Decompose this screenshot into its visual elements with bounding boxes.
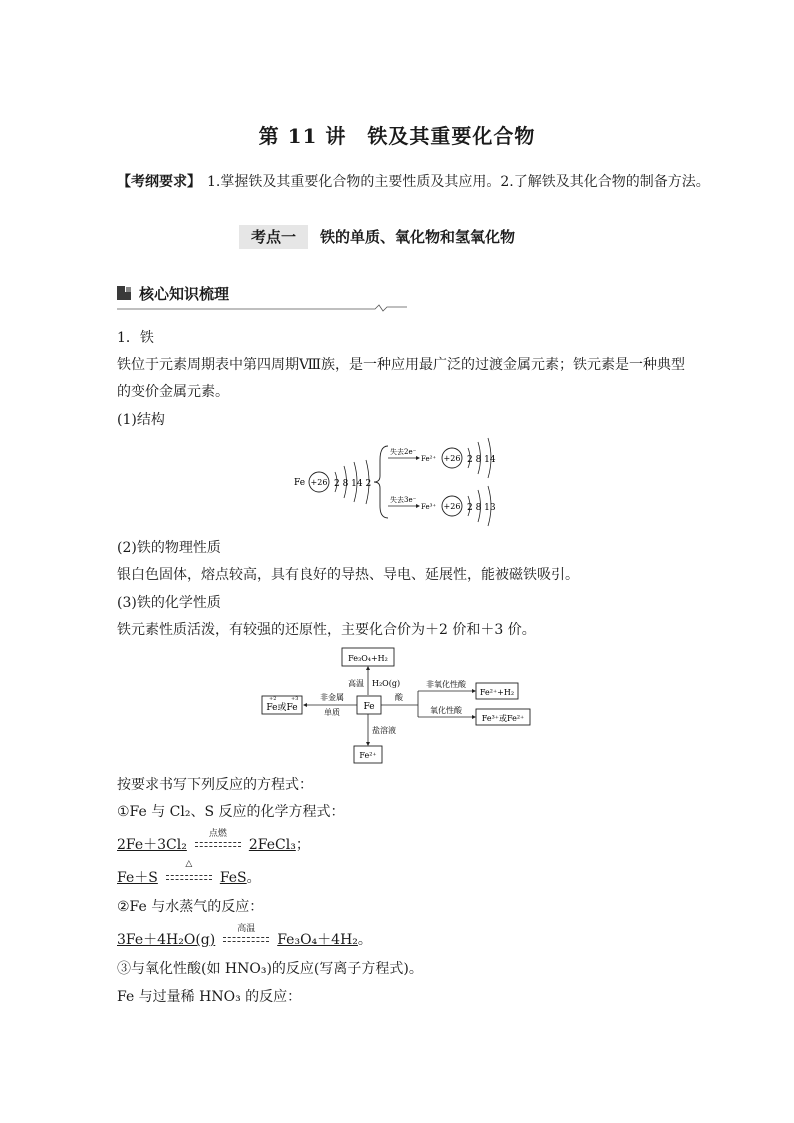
- label-salt-solution: 盐溶液: [372, 726, 396, 735]
- fe3-nucleus-charge: +26: [443, 502, 461, 511]
- eq3-left: 3Fe＋4H₂O(g): [117, 932, 216, 948]
- section-title: 核心知识梳理: [139, 285, 230, 303]
- bottom-product-box: Fe²⁺: [359, 751, 377, 760]
- section-square-icon: [117, 286, 131, 300]
- fe-shells: 2 8 14 2: [334, 479, 372, 489]
- fe2-shells: 2 8 14: [467, 455, 496, 465]
- heading-iron: 1．铁: [117, 330, 154, 346]
- question-2: ②Fe 与水蒸气的反应：: [117, 899, 264, 915]
- eq3-condition: 高温: [221, 932, 271, 948]
- equation-fe-cl2: 2Fe＋3Cl₂ 点燃 2FeCl₃；: [117, 829, 310, 853]
- question-4: Fe 与过量稀 HNO₃ 的反应：: [117, 989, 302, 1005]
- left-product-box: Fe或Fe: [266, 703, 298, 713]
- label-high-temp: 高温: [348, 679, 364, 688]
- fe3-ion-label: Fe³⁺: [421, 503, 437, 511]
- label-element: 单质: [324, 708, 340, 717]
- fe3-shells: 2 8 13: [467, 503, 496, 513]
- para-iron-1: 铁位于元素周期表中第四周期Ⅷ族，是一种应用最广泛的过渡金属元素；铁元素是一种典型: [117, 357, 686, 373]
- fe2-ion-label: Fe²⁺: [421, 455, 437, 463]
- eq2-left: Fe＋S: [117, 870, 158, 886]
- section-header: [117, 282, 407, 308]
- eq1-right: 2FeCl₃: [248, 837, 296, 853]
- topic-heading: [239, 226, 515, 247]
- eq1-condition: 点燃: [193, 837, 243, 853]
- label-water-vapor: H₂O(g): [372, 679, 401, 688]
- left-sup-plus2: +2: [269, 696, 277, 702]
- acid1-product-box: Fe²⁺+H₂: [479, 688, 515, 697]
- para-chemical: 铁元素性质活泼，有较强的还原性，主要化合价为＋2 价和＋3 价。: [117, 622, 536, 638]
- fe-atom-label: Fe: [294, 478, 306, 488]
- topic-tag: 考点一: [239, 225, 308, 249]
- requirement-label: 【考纲要求】: [117, 174, 201, 190]
- eq2-right: FeS: [219, 870, 247, 886]
- section-divider: [117, 304, 407, 312]
- fe2-nucleus-charge: +26: [443, 454, 461, 463]
- topic-title: 铁的单质、氧化物和氢氧化物: [320, 228, 516, 246]
- para-instruction: 按要求书写下列反应的方程式：: [117, 777, 313, 793]
- lose-3e-label: 失去3e⁻: [390, 496, 417, 504]
- label-nonmetal: 非金属: [320, 693, 344, 702]
- electron-structure-diagram: [290, 436, 505, 528]
- left-sup-plus3: +3: [291, 696, 299, 702]
- subheading-physical: (2)铁的物理性质: [117, 540, 221, 556]
- syllabus-requirement: [117, 171, 710, 191]
- question-1: ①Fe 与 Cl₂、S 反应的化学方程式：: [117, 804, 345, 820]
- para-physical: 银白色固体，熔点较高，具有良好的导热、导电、延展性，能被磁铁吸引。: [117, 567, 579, 583]
- eq3-right: Fe₃O₄＋4H₂: [277, 932, 358, 948]
- top-product-box: Fe₃O₄+H₂: [348, 654, 388, 663]
- question-3: ③与氧化性酸(如 HNO₃)的反应(写离子方程式)。: [117, 961, 423, 977]
- eq2-condition: △: [164, 870, 214, 886]
- fe-nucleus-charge: +26: [310, 478, 328, 487]
- lose-2e-label: 失去2e⁻: [390, 448, 417, 456]
- center-fe-box: Fe: [363, 702, 375, 712]
- requirement-text: 1.掌握铁及其重要化合物的主要性质及其应用。2.了解铁及其化合物的制备方法。: [207, 174, 710, 190]
- para-iron-2: 的变价金属元素。: [117, 384, 229, 400]
- subheading-chemical: (3)铁的化学性质: [117, 595, 221, 611]
- label-nonoxidizing-acid: 非氧化性酸: [426, 680, 466, 689]
- label-oxidizing-acid: 氧化性酸: [430, 706, 462, 715]
- equation-fe-s: Fe＋S △ FeS。: [117, 859, 261, 886]
- label-acid: 酸: [395, 693, 403, 702]
- lecture-title: 第 11 讲 铁及其重要化合物: [258, 124, 536, 148]
- equation-fe-h2o: 3Fe＋4H₂O(g) 高温 Fe₃O₄＋4H₂。: [117, 924, 372, 948]
- iron-reaction-diagram: [258, 645, 534, 767]
- eq1-left: 2Fe＋3Cl₂: [117, 837, 187, 853]
- subheading-structure: (1)结构: [117, 412, 165, 428]
- acid2-product-box: Fe³⁺或Fe²⁺: [481, 714, 525, 723]
